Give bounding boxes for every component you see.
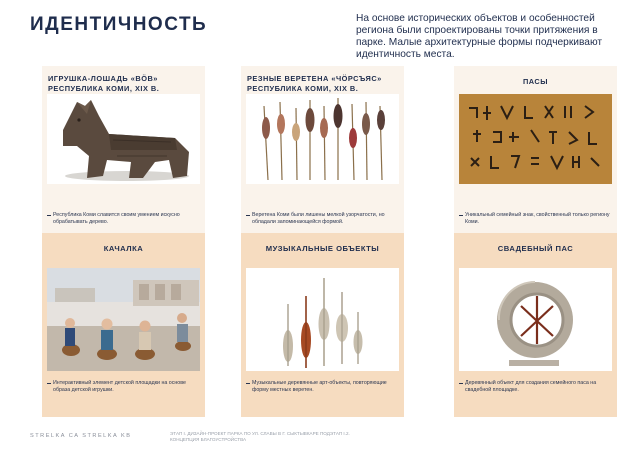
pas-title-line1: ПАСЫ — [522, 77, 549, 86]
top-panel-horse — [42, 66, 205, 233]
swing-caption: Интерактивный элемент детской площадки на основе образа детской игрушки. — [47, 380, 200, 394]
horse-toy-photo — [47, 94, 200, 184]
spindles-title-line1: РЕЗНЫЕ ВЕРЕТЕНА «ЧÖРСЪЯС» — [247, 74, 382, 83]
swing-photo — [47, 268, 200, 371]
top-panel-spindles — [241, 66, 404, 233]
carved-spindles-photo — [246, 94, 399, 184]
bottom-panel-swing — [42, 233, 205, 417]
spindles-title-line2: РЕСПУБЛИКА КОМИ, XIX В. — [247, 84, 359, 93]
pas-caption: Уникальный семейный знак, свойственный только региону Коми. — [459, 212, 612, 226]
horse-title-line2: РЕСПУБЛИКА КОМИ, XIX В. — [48, 84, 160, 93]
music-title: МУЗЫКАЛЬНЫЕ ОБЪЕКТЫ — [265, 244, 380, 253]
wedding-pas-render — [459, 268, 612, 371]
spindles-title — [241, 74, 404, 94]
footer-note: ЭТАП I. ДИЗАЙН-ПРОЕКТ ПАРКА ПО УЛ. СЛАВЫ В Г. СЫКТЫВКАРЕ ПОДЭТАП I.2. КОНЦЕПЦИЯ БЛАГОУСТРОЙСТВА — [170, 431, 350, 442]
wedding-pas-title: СВАДЕБНЫЙ ПАС — [497, 244, 574, 253]
column-horse — [42, 66, 205, 417]
horse-title — [42, 74, 205, 94]
spindles-caption: Веретена Коми были лишены мелкой узорчатости, но обладали запоминающейся формой. — [246, 212, 399, 226]
pas-symbols-photo — [459, 94, 612, 184]
horse-caption: Республика Коми славится своим умением искусно обрабатывать дерево. — [47, 212, 200, 226]
top-panel-pas — [454, 66, 617, 233]
bottom-panel-wedding-pas — [454, 233, 617, 417]
bottom-panel-music — [241, 233, 404, 417]
horse-title-line1: ИГРУШКА-ЛОШАДЬ «ВÖВ» — [48, 74, 158, 83]
pas-title — [454, 77, 617, 87]
swing-title: КАЧАЛКА — [103, 244, 144, 253]
wedding-pas-caption: Деревянный объект для создания семейного паса на свадебной площадке. — [459, 380, 612, 394]
column-pas — [454, 66, 617, 417]
music-objects-render — [246, 268, 399, 371]
music-caption: Музыкальные деревянные арт-объекты, повторяющие форму местных веретен. — [246, 380, 399, 394]
column-spindles — [241, 66, 404, 417]
footer-brand: STRELKA CA STRELKA KB — [30, 433, 132, 439]
page-intro: На основе исторических объектов и особенностей региона были спроектированы точки притяжения в парке. Малые архитектурные формы подчеркивают идентичность места. — [356, 13, 603, 60]
page-title: ИДЕНТИЧНОСТЬ — [30, 14, 208, 35]
